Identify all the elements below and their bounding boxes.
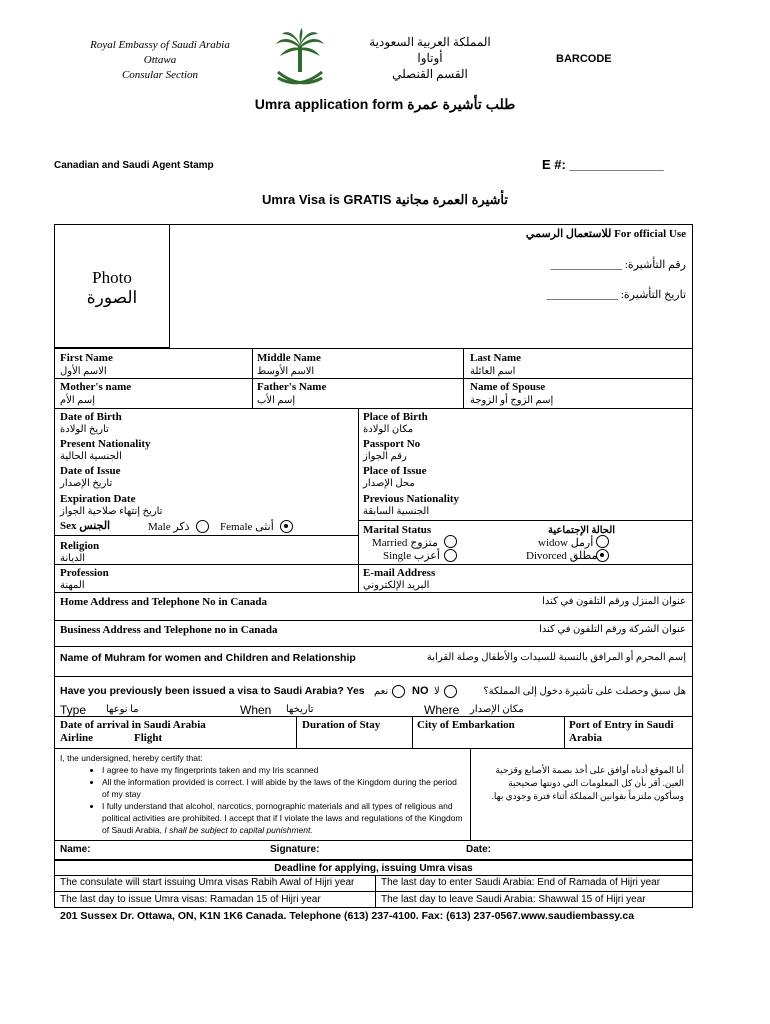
yes-radio[interactable] [392, 685, 405, 698]
pob-label: Place of Birth [363, 411, 428, 423]
last-name-ar: اسم العائلة [470, 366, 516, 377]
photo-label-ar: الصورة [86, 288, 138, 307]
sex-label: Sex الجنس [60, 520, 111, 532]
muhram-ar: إسم المحرم أو المرافق بالنسبة للسيدات والأطفال وصلة القرابة [426, 652, 686, 663]
city-embarkation-label: City of Embarkation [417, 719, 515, 731]
widow-radio[interactable] [596, 535, 609, 548]
deadline-heading: Deadline for applying, issuing Umra visas [274, 863, 473, 874]
deadline-r1c2: The last day to enter Saudi Arabia: End of Ramada of Hijri year [381, 877, 661, 888]
poi-ar: محل الإصدار [363, 478, 415, 489]
port-entry-label: Port of Entry in Saudi Arabia [569, 719, 674, 744]
saudi-emblem-icon [272, 28, 328, 90]
deadline-r2c1: The last day to issue Umra visas: Ramadan 15 of Hijri year [60, 894, 321, 905]
photo-label-en: Photo [92, 268, 132, 287]
marital-ar: الحالة الإجتماعية [548, 525, 616, 536]
photo-label [54, 268, 170, 308]
home-address-label: Home Address and Telephone No in Canada [60, 596, 268, 608]
where-ar: مكان الإصدار [470, 704, 524, 715]
business-address-ar: عنوان الشركة ورقم التلفون في كندا [539, 624, 686, 635]
embassy-name-en [60, 38, 260, 83]
pob-ar: مكان الولادة [363, 424, 414, 435]
arrival-date-label: Date of arrival in Saudi Arabia [60, 719, 206, 731]
embassy-ar-line-1: المملكة العربية السعودية [369, 35, 491, 49]
spouse-name-ar: إسم الزوج أو الزوجة [470, 395, 554, 406]
divorced-radio[interactable] [596, 549, 609, 562]
first-name-label: First Name [60, 352, 113, 364]
middle-name-ar: الاسم الأوسط [257, 366, 315, 377]
airline-label: Airline [60, 732, 93, 744]
embassy-ar-line-2: أوتاوا [417, 51, 443, 65]
spouse-name-label: Name of Spouse [470, 381, 546, 393]
official-use-box [170, 224, 693, 348]
doi-label: Date of Issue [60, 465, 121, 477]
doi-ar: تاريخ الإصدار [60, 478, 113, 489]
embassy-line-1: Royal Embassy of Saudi Arabia [90, 39, 230, 51]
father-name-ar: إسم الأب [257, 395, 296, 406]
type-label: Type [60, 703, 87, 717]
date-sign-label: Date: [466, 844, 492, 855]
female-radio[interactable] [280, 520, 293, 533]
profession-ar: المهنة [60, 580, 85, 591]
e-number-field[interactable]: E #: _____________ [542, 157, 664, 172]
where-label: Where [424, 703, 460, 717]
no-radio[interactable] [444, 685, 457, 698]
embassy-line-2: Ottawa [143, 54, 177, 66]
signature-label: Signature: [270, 844, 320, 855]
embassy-line-3: Consular Section [121, 69, 199, 81]
nationality-label: Present Nationality [60, 438, 151, 450]
religion-label: Religion [60, 540, 100, 552]
widow-label: widow أرمل [538, 537, 594, 549]
dob-ar: تاريخ الولادة [60, 424, 109, 435]
declaration-en [60, 752, 464, 836]
single-label: Single أعزب [383, 550, 440, 562]
declaration-item: • All the information provided is correct. I will abide by the laws of the Kingdom during the period of my stay [102, 776, 464, 800]
declaration-item-text: I fully understand that alcohol, narcotics, pornographic materials and all types of religious and political activities are prohibited. I accept that if I violate the laws and regulations of the Kingdom of Saudi Arabia, [102, 801, 463, 835]
agent-stamp-label: Canadian and Saudi Agent Stamp [54, 160, 214, 171]
male-radio[interactable] [196, 520, 209, 533]
prev-visa-ar: هل سبق وحصلت على تأشيرة دخول إلى المملكة؟ [483, 686, 686, 697]
prev-nationality-ar: الجنسية السابقة [363, 506, 430, 517]
email-ar: البريد الإلكتروني [363, 580, 430, 591]
female-label: Female أنثى [220, 521, 274, 533]
prev-visa-question: Have you previously been issued a visa to Saudi Arabia? Yes [60, 685, 365, 697]
father-name-label: Father's Name [257, 381, 327, 393]
married-radio[interactable] [444, 535, 457, 548]
expiry-ar: تاريخ إنتهاء صلاحية الجواز [60, 506, 163, 517]
declaration-item [102, 800, 464, 836]
embassy-footer: 201 Sussex Dr. Ottawa, ON, K1N 1K6 Canada. Telephone (613) 237-4100. Fax: (613) 237-0567.www.saudiembassy.ca [60, 910, 635, 922]
nationality-ar: الجنسية الحالية [60, 451, 122, 462]
last-name-label: Last Name [470, 352, 522, 364]
muhram-label: Name of Muhram for women and Children and Relationship [60, 652, 356, 664]
embassy-ar-line-3: القسم القنصلي [392, 67, 468, 81]
single-radio[interactable] [444, 549, 457, 562]
passport-label: Passport No [363, 438, 421, 450]
profession-label: Profession [60, 567, 109, 579]
form-title: Umra application form طلب تأشيرة عمرة [254, 96, 516, 112]
mother-name-label: Mother's name [60, 381, 132, 393]
type-ar: ما نوعها [106, 704, 139, 715]
home-address-ar: عنوان المنزل ورقم التلفون في كندا [542, 596, 686, 607]
deadline-r1c1: The consulate will start issuing Umra visas Rabih Awal of Hijri year [60, 877, 355, 888]
poi-label: Place of Issue [363, 465, 427, 477]
declaration-item: • I agree to have my fingerprints taken and my Iris scanned [102, 764, 464, 776]
male-label: Male ذكر [148, 521, 190, 533]
middle-name-label: Middle Name [257, 352, 321, 364]
deadline-r2c2: The last day to leave Saudi Arabia: Shawwal 15 of Hijri year [381, 894, 646, 905]
capital-punishment-text: I shall be subject to capital punishment. [164, 825, 313, 835]
prev-nationality-label: Previous Nationality [363, 493, 460, 505]
when-label: When [240, 703, 272, 717]
gratis-notice: Umra Visa is GRATIS تأشيرة العمرة مجانية [262, 192, 508, 207]
first-name-ar: الاسم الأول [60, 366, 107, 377]
barcode-placeholder: BARCODE [556, 53, 612, 65]
name-sign-label: Name: [60, 844, 91, 855]
when-ar: تاريخها [286, 704, 314, 715]
declaration-ar: أنا الموقع أدناه أوافق على أخذ بصمة الأصابع وقزحية العين. أقر بأن كل المعلومات التي دونتها صحيحية وسأكون ملتزماً بقوانين المملكة أثناء فترة وجودي بها. [491, 765, 684, 801]
visa-date-field[interactable]: تاريخ التأشيرة: _____________ [546, 289, 686, 301]
passport-ar: رقم الجواز [363, 451, 407, 462]
religion-ar: الديانة [60, 553, 86, 564]
no-label: NO [412, 685, 429, 697]
dob-label: Date of Birth [60, 411, 122, 423]
declaration-intro: I, the undersigned, hereby certify that: [60, 753, 203, 763]
mother-name-ar: إسم الأم [60, 395, 95, 406]
email-label: E-mail Address [363, 567, 436, 579]
no-ar-label: لا [434, 686, 440, 697]
expiry-label: Expiration Date [60, 493, 136, 505]
flight-label: Flight [134, 732, 163, 744]
official-use-heading: For official Use للاستعمال الرسمي [525, 228, 686, 240]
visa-number-field[interactable]: رقم التأشيرة: _____________ [550, 259, 686, 271]
marital-label: Marital Status [363, 524, 432, 536]
divorced-label: Divorced مطلق [526, 550, 598, 562]
married-label: Married متزوج [372, 537, 438, 549]
duration-label: Duration of Stay [302, 719, 381, 731]
business-address-label: Business Address and Telephone no in Canada [60, 624, 278, 636]
yes-ar-label: نعم [374, 686, 389, 697]
embassy-name-ar [360, 34, 500, 82]
